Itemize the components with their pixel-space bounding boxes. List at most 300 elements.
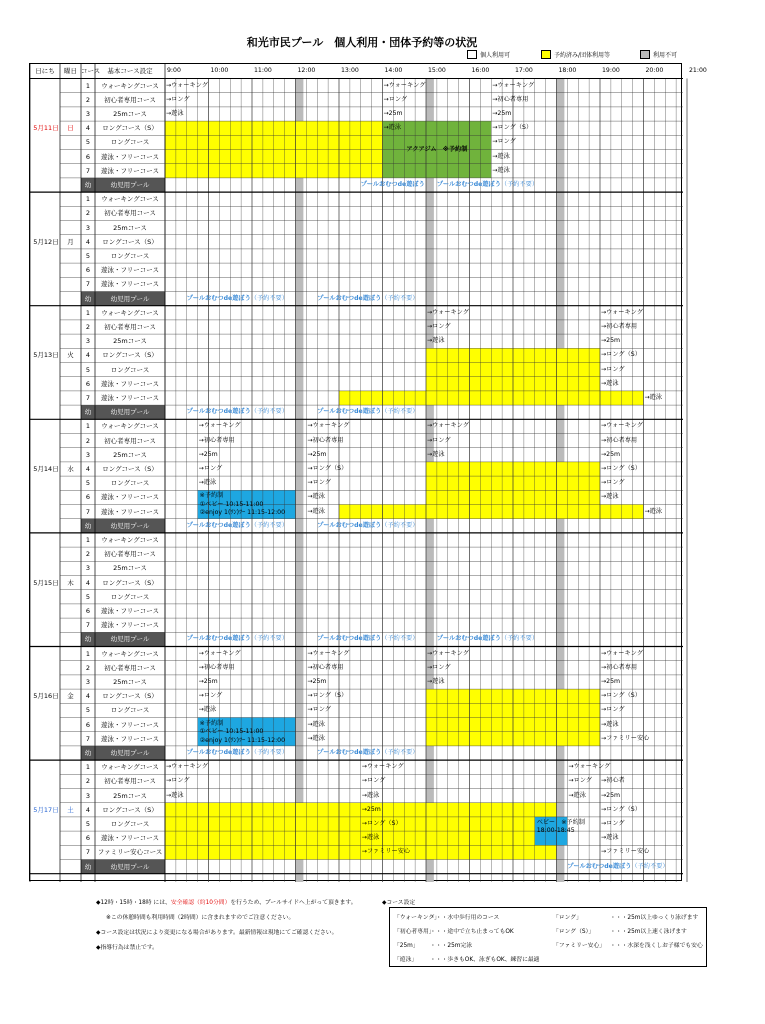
day-weekday: 火 <box>67 351 74 360</box>
course-change-label: →初心者専用 <box>198 663 235 671</box>
legend-label: 利用不可 <box>653 52 678 59</box>
time-tick: 16:00 <box>471 67 490 74</box>
course-number: 3 <box>85 337 91 346</box>
legend-item <box>541 50 610 59</box>
course-number: 4 <box>85 124 91 133</box>
infant-program-label <box>437 179 607 191</box>
course-number: 3 <box>85 450 91 459</box>
course-change-label: →ロング（S） <box>601 464 641 472</box>
course-number: 2 <box>85 95 91 104</box>
course-change-label: →初心者専用 <box>601 322 638 330</box>
time-tick: 9:00 <box>167 67 181 74</box>
course-change-label: →ウォーキング <box>307 422 350 430</box>
course-name: 遊泳・フリーコース <box>101 621 159 630</box>
course-name: 25mコース <box>113 337 147 346</box>
course-name: 25mコース <box>113 223 147 232</box>
course-name: 幼児用プール <box>110 748 150 757</box>
course-change-label: →初心者専用 <box>492 95 529 103</box>
infant-program-label <box>317 747 487 759</box>
course-number: 7 <box>85 393 91 402</box>
course-number: 5 <box>85 592 91 601</box>
legend-swatch <box>467 50 477 59</box>
infant-program-note: （予約不要） <box>381 294 419 302</box>
course-change-label: →遊泳 <box>307 720 325 728</box>
course-number: 幼 <box>84 748 92 757</box>
course-number: 1 <box>85 81 91 90</box>
course-change-label: →初心者専用 <box>601 663 638 671</box>
course-number: 6 <box>85 720 91 729</box>
course-change-label: →25m <box>601 337 621 345</box>
course-change-label: →ロング（S） <box>601 692 641 700</box>
course-change-label: →ロング <box>307 706 331 714</box>
course-name: 遊泳・フリーコース <box>101 606 159 615</box>
infant-program-name: プールおむつde遊ぼう <box>436 635 501 643</box>
course-name: ウォーキングコース <box>101 535 159 544</box>
infant-program-note: （予約不要） <box>500 635 539 643</box>
legend-item <box>467 50 510 59</box>
course-name: 初心者専用コース <box>104 209 156 218</box>
course-change-label: →初心者専用 <box>601 436 638 444</box>
course-change-label: →ファミリー安心 <box>601 734 650 742</box>
course-key-text: 「25m」 <box>394 943 419 949</box>
time-tick: 19:00 <box>602 67 620 74</box>
infant-program-note: （予約不要） <box>500 180 539 188</box>
block-label: ②enjoy 1(ﾜﾝ)ﾂｰ 11:15-12:00 <box>199 736 286 744</box>
course-change-label: →ロング（S） <box>307 692 348 700</box>
course-change-label: →ロング <box>568 777 592 785</box>
course-number: 5 <box>85 365 91 374</box>
course-change-label: →ウォーキング <box>568 763 611 771</box>
schedule-table <box>29 63 707 881</box>
course-change-label: →ロング（S） <box>307 464 348 472</box>
legend-swatch <box>640 50 650 59</box>
course-key-text: 「ウォーキング」 <box>394 915 440 921</box>
course-name: 遊泳・フリーコース <box>101 166 159 175</box>
course-change-label: →遊泳 <box>166 109 184 117</box>
course-name: ウォーキングコース <box>101 422 159 431</box>
infant-program-note: （予約不要） <box>250 521 288 529</box>
course-name: 25mコース <box>113 791 147 800</box>
course-number: 7 <box>85 621 91 630</box>
course-name: 初心者専用コース <box>104 663 156 672</box>
course-number: 3 <box>85 223 91 232</box>
course-name: 25mコース <box>113 109 147 118</box>
course-change-label: →ロング <box>427 663 451 671</box>
course-change-label: →ロング <box>492 138 516 146</box>
block-label: ※予約制 <box>199 719 224 727</box>
day-date: 5月13日 <box>33 351 59 360</box>
day-weekday: 月 <box>67 237 74 246</box>
course-number: 3 <box>85 109 91 118</box>
legend-item <box>640 50 677 59</box>
course-number: 6 <box>85 379 91 388</box>
course-number: 4 <box>85 578 91 587</box>
infant-program-label <box>317 293 487 305</box>
course-number: 幼 <box>84 408 92 417</box>
course-number: 7 <box>85 507 91 516</box>
course-change-label: →ロング（S） <box>361 819 402 827</box>
course-change-label: →遊泳 <box>568 791 586 799</box>
course-change-label: →ウォーキング <box>361 763 404 771</box>
course-number: 4 <box>85 464 91 473</box>
infant-program-name: プールおむつde遊ぼう <box>186 408 251 416</box>
infant-program-name: プールおむつde遊ぼう <box>317 748 382 756</box>
course-name: ロングコース <box>110 479 150 488</box>
course-name: 初心者専用コース <box>104 436 156 445</box>
course-name: ウォーキングコース <box>101 81 159 90</box>
course-name: 初心者専用コース <box>104 322 156 331</box>
time-tick: 21:00 <box>689 67 707 74</box>
course-change-label: →ロング <box>361 777 386 785</box>
header-course: コース <box>81 67 101 75</box>
course-number: 5 <box>85 479 91 488</box>
course-number: 7 <box>85 848 91 857</box>
course-change-label: →ロング <box>601 706 625 714</box>
course-change-label: →遊泳 <box>601 834 619 842</box>
course-change-label: →遊泳 <box>307 493 325 501</box>
course-change-label: →ロング <box>166 95 190 103</box>
course-change-label: →ウォーキング <box>166 763 208 771</box>
course-change-label: →ウォーキング <box>601 308 643 316</box>
course-key-text: 「ロング」 <box>553 915 582 921</box>
infant-program-note: （予約不要） <box>381 748 419 756</box>
infant-program-name: プールおむつde遊ぼう <box>436 180 501 188</box>
course-name: ロングコース <box>110 819 150 828</box>
infant-program-label <box>317 406 487 418</box>
course-name: ロングコース <box>110 592 150 601</box>
course-name: ウォーキングコース <box>101 763 159 772</box>
infant-program-note: （予約不要） <box>381 408 419 416</box>
course-key-text: 「ロング（S）」 <box>553 929 595 935</box>
time-tick: 13:00 <box>341 67 359 74</box>
course-change-label: →25m <box>601 791 621 799</box>
course-number: 4 <box>85 237 91 246</box>
course-change-label: →25m <box>198 450 218 458</box>
course-number: 幼 <box>84 635 92 644</box>
course-number: 幼 <box>84 294 92 303</box>
course-number: 2 <box>85 550 91 559</box>
course-number: 2 <box>85 436 91 445</box>
note-line-2: ※この休憩時間も利用時間（2時間）に含まれますのでご注意ください。 <box>106 915 295 921</box>
course-name: ロングコース（S） <box>102 578 158 587</box>
infant-program-note: （予約不要） <box>250 635 288 643</box>
header-weekday: 曜日 <box>64 67 77 75</box>
time-tick: 18:00 <box>558 67 577 74</box>
note-line-4: ◆指導行為は禁止です。 <box>96 945 158 951</box>
course-name: 遊泳・フリーコース <box>101 152 159 161</box>
course-name: 幼児用プール <box>110 180 150 189</box>
course-name: 幼児用プール <box>110 862 150 871</box>
course-key-text: ・・・25m完泳 <box>430 943 473 949</box>
course-change-label: →ファミリー安心 <box>361 848 411 856</box>
block-label: ※予約制 <box>199 492 224 500</box>
course-change-label: →25m <box>361 805 381 813</box>
course-change-label: →遊泳 <box>601 493 619 501</box>
course-name: 幼児用プール <box>110 408 150 417</box>
time-tick: 11:00 <box>254 67 272 74</box>
course-change-label: →ウォーキング <box>601 422 643 430</box>
course-key-text: ・・・歩きもOK、泳ぎもOK、練習に最適 <box>430 957 540 963</box>
course-change-label: →25m <box>383 109 403 117</box>
course-change-label: →ロング <box>427 436 451 444</box>
day-date: 5月14日 <box>33 464 59 473</box>
course-number: 4 <box>85 351 91 360</box>
course-change-label: →25m <box>601 677 621 685</box>
infant-program-name: プールおむつde遊ぼう <box>317 294 382 302</box>
course-number: 5 <box>85 138 91 147</box>
course-name: 遊泳・フリーコース <box>101 493 159 502</box>
course-name: ロングコース（S） <box>102 464 158 473</box>
course-change-label: →初心者 <box>601 777 625 785</box>
course-change-label: →遊泳 <box>383 124 402 132</box>
course-change-label: →ウォーキング <box>198 649 241 657</box>
course-number: 1 <box>85 422 91 431</box>
course-change-label: →初心者専用 <box>198 436 235 444</box>
block-label: ベビー ※予約制 <box>536 818 585 826</box>
course-name: ロングコース（S） <box>102 351 158 360</box>
course-name: 遊泳・フリーコース <box>101 507 159 516</box>
course-name: 幼児用プール <box>110 294 150 303</box>
course-change-label: →遊泳 <box>427 337 445 345</box>
course-change-label: →遊泳 <box>307 507 325 515</box>
course-key-text: 「初心者専用」 <box>394 929 435 935</box>
course-change-label: →ウォーキング <box>492 81 535 89</box>
course-change-label: →ウォーキング <box>601 649 643 657</box>
course-change-label: →ロング <box>166 777 190 785</box>
course-number: 5 <box>85 251 91 260</box>
course-number: 6 <box>85 493 91 502</box>
course-name: ロングコース <box>110 251 150 260</box>
course-number: 幼 <box>84 862 92 871</box>
course-number: 6 <box>85 152 91 161</box>
course-key-text: ・・・25m以上速く泳げます <box>610 929 687 935</box>
course-number: 2 <box>85 209 91 218</box>
course-change-label: →ウォーキング <box>198 422 241 430</box>
course-number: 5 <box>85 819 91 828</box>
course-number: 5 <box>85 706 91 715</box>
day-date: 5月11日 <box>33 124 59 133</box>
day-weekday: 金 <box>67 692 74 701</box>
day-weekday: 木 <box>67 578 74 587</box>
course-change-label: →遊泳 <box>198 706 217 714</box>
course-name: 25mコース <box>113 564 147 573</box>
course-name: ロングコース <box>110 138 150 147</box>
legend-label: 個人利用可 <box>480 52 511 59</box>
day-weekday: 日 <box>67 124 74 133</box>
course-name: ロングコース <box>110 706 150 715</box>
course-name: 25mコース <box>113 450 147 459</box>
day-weekday: 水 <box>67 464 74 473</box>
course-change-label: →25m <box>198 677 218 685</box>
time-tick: 14:00 <box>384 67 403 74</box>
day-weekday: 土 <box>67 805 74 814</box>
block-label: アクアジム ※予約制 <box>406 145 468 153</box>
header-date: 日にち <box>35 67 55 75</box>
course-number: 7 <box>85 280 91 289</box>
course-name: 初心者専用コース <box>104 777 156 786</box>
time-tick: 20:00 <box>645 67 664 74</box>
course-number: 3 <box>85 564 91 573</box>
course-change-label: →ロング <box>427 322 451 330</box>
course-key-text: 「遊泳」 <box>394 957 418 963</box>
key-title: ◆コース設定 <box>382 900 416 906</box>
course-number: 2 <box>85 322 91 331</box>
course-name: 遊泳・フリーコース <box>101 280 159 289</box>
course-name: ロングコース（S） <box>102 237 158 246</box>
infant-program-name: プールおむつde遊ぼう <box>317 635 382 643</box>
infant-program-note: （予約不要） <box>250 408 288 416</box>
page-title: 和光市民プール 個人利用・団体予約等の状況 <box>246 36 478 49</box>
day-date: 5月12日 <box>33 237 59 246</box>
course-name: ウォーキングコース <box>101 308 159 317</box>
course-name: 遊泳・フリーコース <box>101 834 159 843</box>
course-change-label: →ウォーキング <box>427 422 469 430</box>
course-change-label: →ロング <box>601 819 625 827</box>
course-change-label: →遊泳 <box>361 791 380 799</box>
course-key-text: ・・・途中で立ち止まってもOK <box>430 929 514 935</box>
course-name: 遊泳・フリーコース <box>101 734 159 743</box>
course-name: 25mコース <box>113 677 147 686</box>
course-change-label: →ロング <box>307 479 331 487</box>
course-number: 1 <box>85 195 91 204</box>
course-change-label: →遊泳 <box>601 720 619 728</box>
course-change-label: →ファミリー安心 <box>601 848 650 856</box>
course-change-label: →遊泳 <box>644 507 663 515</box>
course-change-label: →遊泳 <box>427 450 445 458</box>
course-change-label: →ロング（S） <box>601 805 641 813</box>
course-change-label: →25m <box>307 450 327 458</box>
note-text: ◆12時・15時・18時 には、安全確認（約10分間）を行うため、プールサイドへ上がって頂きます。 <box>96 900 357 906</box>
course-change-label: →ウォーキング <box>166 81 208 89</box>
course-change-label: →ウォーキング <box>307 649 350 657</box>
course-change-label: →初心者専用 <box>307 663 344 671</box>
legend-label: 予約済み/団体利用等 <box>554 52 611 59</box>
course-change-label: →ロング <box>198 692 223 700</box>
block-label: ①ベビー 10:15-11:00 <box>199 500 264 508</box>
block-label: ①ベビー 10:15-11:00 <box>199 728 264 735</box>
course-name: ウォーキングコース <box>101 195 159 204</box>
course-number: 6 <box>85 834 91 843</box>
course-number: 3 <box>85 677 91 686</box>
course-name: ロングコース（S） <box>102 805 158 814</box>
course-number: 幼 <box>84 521 92 530</box>
course-name: 遊泳・フリーコース <box>101 266 159 275</box>
course-key-text: ・・・水深を浅くしお子様でも安心 <box>610 943 703 949</box>
course-number: 6 <box>85 266 91 275</box>
infant-program-name: プールおむつde遊ぼう <box>186 521 251 529</box>
course-change-label: →ロング <box>601 479 625 487</box>
course-number: 4 <box>85 805 91 814</box>
course-change-label: →遊泳 <box>644 393 663 401</box>
course-change-label: →ロング（S） <box>601 351 641 359</box>
infant-program-name: プールおむつde遊ぼう <box>567 862 632 870</box>
infant-program-name: プールおむつde遊ぼう <box>317 521 382 529</box>
course-name: 初心者専用コース <box>104 95 156 104</box>
course-change-label: →遊泳 <box>492 166 510 174</box>
course-key-text: ・・・水中歩行用のコース <box>430 915 500 921</box>
course-change-label: →遊泳 <box>307 734 325 742</box>
course-number: 3 <box>85 791 91 800</box>
header-basic-course: 基本コース設定 <box>107 67 153 75</box>
course-change-label: →遊泳 <box>601 379 619 387</box>
course-change-label: →ウォーキング <box>383 81 426 89</box>
note-line-1 <box>96 897 357 906</box>
note-line-3: ◆コース設定は状況により変更になる場合があります。最新情報は現地にてご確認ください。 <box>96 930 338 936</box>
course-number: 6 <box>85 606 91 615</box>
infant-program-label <box>567 861 737 873</box>
course-number: 2 <box>85 777 91 786</box>
block-label: ②enjoy 1(ﾜﾝ)ﾂｰ 11:15-12:00 <box>199 509 286 517</box>
course-number: 1 <box>85 535 91 544</box>
time-tick: 17:00 <box>515 67 533 74</box>
course-number: 4 <box>85 692 91 701</box>
course-change-label: →遊泳 <box>198 479 217 487</box>
course-name: 遊泳・フリーコース <box>101 393 159 402</box>
infant-program-note: （予約不要） <box>381 635 419 643</box>
infant-program-note: （予約不要） <box>631 862 669 870</box>
course-number: 1 <box>85 308 91 317</box>
infant-program-name: プールおむつde遊ぼう <box>317 408 382 416</box>
course-number: 2 <box>85 663 91 672</box>
block-label: 18:00-18:45 <box>536 827 575 835</box>
course-number: 7 <box>85 734 91 743</box>
course-name: 遊泳・フリーコース <box>101 720 159 729</box>
course-change-label: →ロング <box>383 95 408 103</box>
course-name: ウォーキングコース <box>101 649 159 658</box>
time-tick: 12:00 <box>297 67 316 74</box>
infant-program-name: プールおむつde遊ぼう <box>186 635 251 643</box>
course-number: 幼 <box>84 180 92 189</box>
course-name: 遊泳・フリーコース <box>101 379 159 388</box>
course-change-label: →25m <box>601 450 621 458</box>
course-change-label: →ロング（S） <box>492 124 533 132</box>
course-number: 1 <box>85 649 91 658</box>
infant-program-label <box>317 520 487 532</box>
course-key-text: ・・・25m以上ゆっくり泳げます <box>610 915 699 921</box>
course-key-box <box>389 907 707 967</box>
infant-program-name: プールおむつde遊ぼう <box>360 180 425 188</box>
course-key-text: 「ファミリー安心」 <box>553 943 606 949</box>
course-name: 初心者専用コース <box>104 550 156 559</box>
course-change-label: →25m <box>492 109 512 117</box>
day-date: 5月15日 <box>33 578 59 587</box>
time-tick: 10:00 <box>210 67 229 74</box>
course-name: ロングコース（S） <box>102 124 158 133</box>
infant-program-name: プールおむつde遊ぼう <box>186 748 251 756</box>
day-date: 5月16日 <box>33 692 59 701</box>
course-change-label: →遊泳 <box>361 834 380 842</box>
course-change-label: →初心者専用 <box>307 436 344 444</box>
course-change-label: →ロング <box>198 464 223 472</box>
course-change-label: →ウォーキング <box>427 308 469 316</box>
infant-program-note: （予約不要） <box>250 294 288 302</box>
infant-program-note: （予約不要） <box>250 748 288 756</box>
time-tick: 15:00 <box>428 67 446 74</box>
course-change-label: →遊泳 <box>166 791 184 799</box>
course-number: 7 <box>85 166 91 175</box>
course-change-label: →遊泳 <box>427 677 445 685</box>
course-change-label: →25m <box>307 677 327 685</box>
infant-program-name: プールおむつde遊ぼう <box>186 294 251 302</box>
course-name: ロングコース（S） <box>102 692 158 701</box>
course-number: 1 <box>85 763 91 772</box>
course-change-label: →ロング <box>601 365 625 373</box>
course-change-label: →ウォーキング <box>427 649 469 657</box>
legend-swatch <box>541 50 551 59</box>
course-name: 幼児用プール <box>110 521 150 530</box>
day-date: 5月17日 <box>33 805 59 814</box>
course-name: ファミリー安心コース <box>97 848 163 857</box>
